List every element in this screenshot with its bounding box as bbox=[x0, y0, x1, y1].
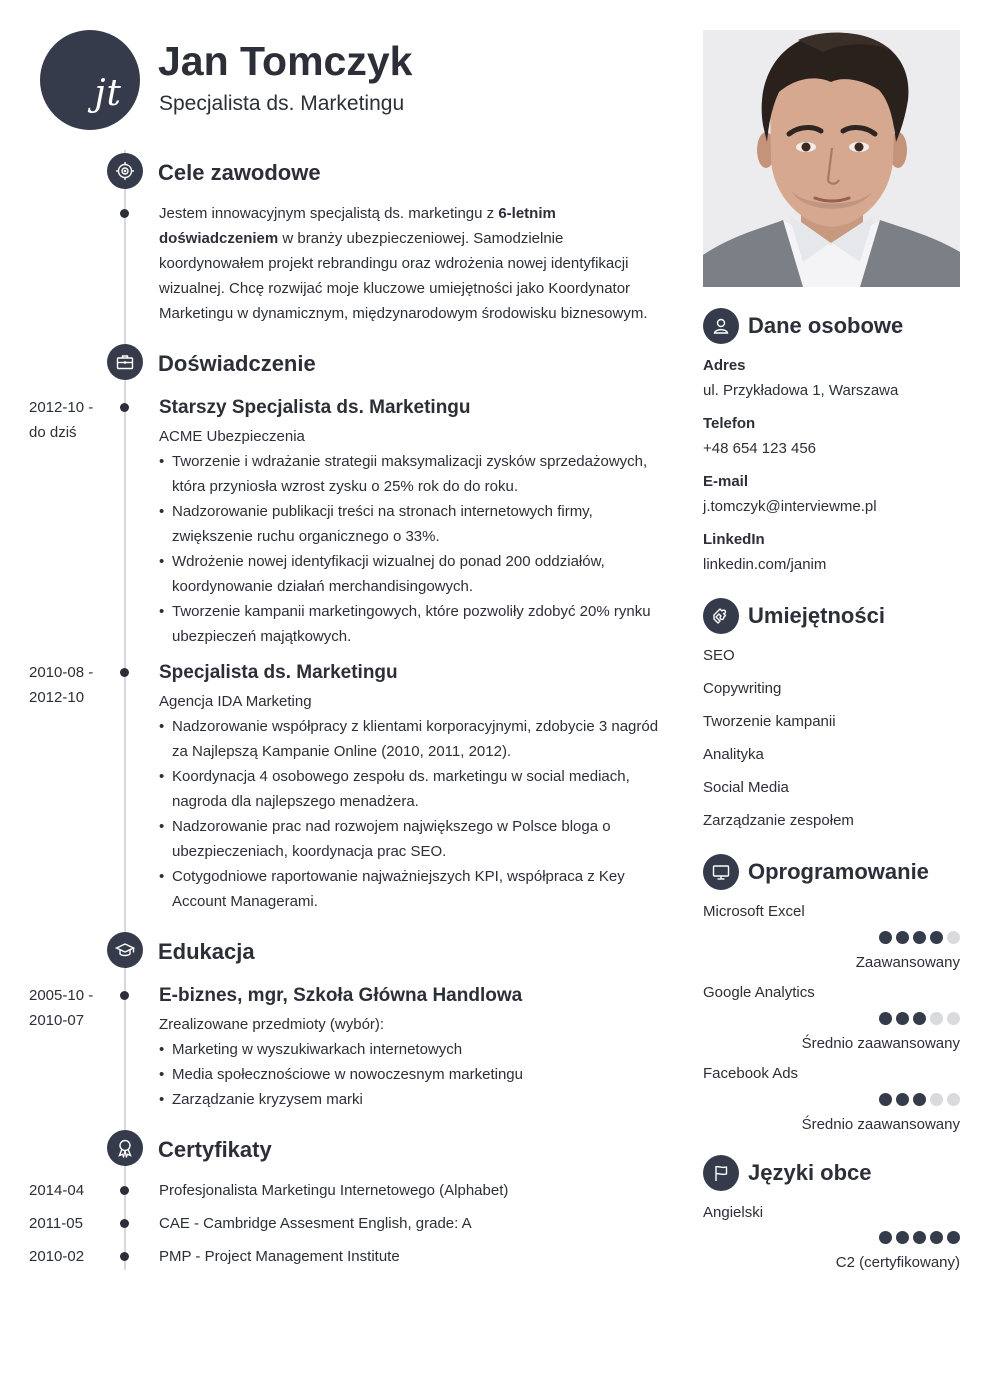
rating-dots bbox=[703, 1231, 960, 1244]
briefcase-icon bbox=[107, 344, 143, 380]
objective-text-part: Jestem innowacyjnym specjalistą ds. marketingu z bbox=[159, 205, 499, 222]
software-name: Google Analytics bbox=[703, 984, 815, 1001]
rating-label: Średnio zaawansowany bbox=[801, 1035, 960, 1052]
job-role: Specjalista ds. Marketingu bbox=[159, 662, 398, 683]
list-item: • Tworzenie i wdrażanie strategii maksymalizacji zysków sprzedażowych, która przyniosła wzrost zysku o 25% rok do do roku. bbox=[159, 449, 669, 499]
linkedin-label: LinkedIn bbox=[703, 531, 765, 548]
job-role: Starszy Specjalista ds. Marketingu bbox=[159, 397, 471, 418]
list-item: • Koordynacja 4 osobowego zespołu ds. marketingu w social mediach, nagroda dla najlepszego menadżera. bbox=[159, 764, 669, 814]
address-label: Adres bbox=[703, 357, 746, 374]
skill-item: Analityka bbox=[703, 746, 764, 763]
language-name: Angielski bbox=[703, 1204, 764, 1221]
email-label: E-mail bbox=[703, 473, 749, 490]
rating-dot-filled bbox=[879, 931, 892, 944]
rating-dot-filled bbox=[879, 1231, 892, 1244]
list-item: • Tworzenie kampanii marketingowych, które pozwoliły zdobyć 20% rynku ubezpieczeń majątkowych. bbox=[159, 599, 669, 649]
rating-dot-filled bbox=[947, 1231, 960, 1244]
language-rating bbox=[703, 1231, 960, 1273]
rating-dot-filled bbox=[913, 1231, 926, 1244]
education-bullets bbox=[159, 1037, 669, 1112]
job-company: ACME Ubezpieczenia bbox=[159, 428, 305, 445]
section-title-objective: Cele zawodowe bbox=[158, 160, 321, 185]
rating-label: C2 (certyfikowany) bbox=[835, 1254, 960, 1271]
user-icon bbox=[703, 308, 739, 344]
skill-item: Copywriting bbox=[703, 680, 782, 697]
monogram-avatar bbox=[40, 30, 140, 130]
education-entry bbox=[159, 985, 669, 1112]
timeline-line bbox=[124, 150, 126, 1270]
job-date-from: 2012-10 - bbox=[29, 399, 94, 416]
section-title-personal: Dane osobowe bbox=[748, 313, 904, 338]
job-date-from: 2010-08 - bbox=[29, 664, 94, 681]
monitor-icon bbox=[703, 854, 739, 890]
candidate-name: Jan Tomczyk bbox=[158, 38, 413, 84]
rating-dot-empty bbox=[947, 931, 960, 944]
rating-dot-empty bbox=[947, 1093, 960, 1106]
certificate-name: CAE - Cambridge Assesment English, grade: A bbox=[159, 1215, 472, 1232]
rating-dot-filled bbox=[913, 1093, 926, 1106]
skill-item: Social Media bbox=[703, 779, 789, 796]
target-icon bbox=[107, 153, 143, 189]
rating-dot-filled bbox=[913, 931, 926, 944]
objective-text-part: w branży ubezpieczeniowej. Samodzielnie koordynowałem projekt rebrandingu oraz wdrożenia nowej identyfikacji wizualnej. Chcę rozwijać moje kluczowe umiejętności jako Koordynator Marketingu w dynamicznym, międzynarodowym środowisku biznesowym. bbox=[159, 230, 648, 322]
linkedin-value: linkedin.com/janim bbox=[703, 556, 827, 573]
phone-label: Telefon bbox=[703, 415, 756, 432]
profile-photo bbox=[703, 30, 960, 287]
job-entry bbox=[159, 397, 669, 649]
list-item: • Media społecznościowe w nowoczesnym marketingu bbox=[159, 1062, 669, 1087]
rating-dot-filled bbox=[896, 1093, 909, 1106]
rating-label: Zaawansowany bbox=[855, 954, 960, 971]
certificate-date: 2014-04 bbox=[29, 1182, 85, 1199]
education-date-to: 2010-07 bbox=[29, 1012, 85, 1029]
rating-dot-filled bbox=[896, 1231, 909, 1244]
software-rating bbox=[703, 1093, 960, 1135]
rating-dot-empty bbox=[930, 1012, 943, 1025]
software-name: Facebook Ads bbox=[703, 1065, 799, 1082]
certificate-name: Profesjonalista Marketingu Internetowego (Alphabet) bbox=[159, 1182, 509, 1199]
software-rating bbox=[703, 931, 960, 973]
rating-dot-filled bbox=[879, 1012, 892, 1025]
list-item: • Cotygodniowe raportowanie najważniejszych KPI, współpraca z Key Account Managerami. bbox=[159, 864, 669, 914]
monogram-text: jt bbox=[94, 73, 122, 114]
timeline-dot bbox=[120, 1252, 129, 1261]
section-title-software: Oprogramowanie bbox=[748, 859, 929, 884]
rating-dot-filled bbox=[930, 1231, 943, 1244]
rating-dot-filled bbox=[896, 931, 909, 944]
list-item: • Nadzorowanie współpracy z klientami korporacyjnymi, zdobycie 3 nagród za Najlepszą Kampanie Online (2010, 2011, 2012). bbox=[159, 714, 669, 764]
software-name: Microsoft Excel bbox=[703, 903, 805, 920]
flag-icon bbox=[703, 1155, 739, 1191]
rating-dot-empty bbox=[930, 1093, 943, 1106]
skill-item: SEO bbox=[703, 647, 735, 664]
timeline-dot bbox=[120, 1186, 129, 1195]
rating-dot-filled bbox=[930, 931, 943, 944]
list-item: • Marketing w wyszukiwarkach internetowych bbox=[159, 1037, 669, 1062]
rating-dots bbox=[703, 1012, 960, 1025]
timeline-dot bbox=[120, 991, 129, 1000]
list-item: • Zarządzanie kryzysem marki bbox=[159, 1087, 669, 1112]
job-date-to: 2012-10 bbox=[29, 689, 85, 706]
award-icon bbox=[107, 1130, 143, 1166]
skill-item: Zarządzanie zespołem bbox=[703, 812, 854, 829]
section-title-languages: Języki obce bbox=[748, 1160, 872, 1185]
section-title-education: Edukacja bbox=[158, 939, 255, 964]
certificate-date: 2011-05 bbox=[29, 1215, 83, 1232]
timeline-dot bbox=[120, 668, 129, 677]
rating-dot-filled bbox=[913, 1012, 926, 1025]
rating-dots bbox=[703, 1093, 960, 1106]
rating-dot-empty bbox=[947, 1012, 960, 1025]
job-date bbox=[29, 660, 109, 710]
objective-text bbox=[159, 201, 664, 326]
job-entry bbox=[159, 662, 669, 914]
list-item: • Wdrożenie nowej identyfikacji wizualnej do ponad 200 oddziałów, koordynowanie działań merchandisingowych. bbox=[159, 549, 669, 599]
education-subtitle: Zrealizowane przedmioty (wybór): bbox=[159, 1016, 385, 1033]
list-item: • Nadzorowanie publikacji treści na stronach internetowych firmy, zwiększenie ruchu organicznego o 33%. bbox=[159, 499, 669, 549]
objective-text-bold: 6-letnim doświadczeniem bbox=[159, 205, 556, 247]
job-date bbox=[29, 395, 109, 445]
rating-dot-filled bbox=[896, 1012, 909, 1025]
education-date bbox=[29, 983, 109, 1033]
certificate-date: 2010-02 bbox=[29, 1248, 85, 1265]
address-value: ul. Przykładowa 1, Warszawa bbox=[703, 382, 899, 399]
graduation-cap-icon bbox=[107, 932, 143, 968]
timeline-dot bbox=[120, 209, 129, 218]
skill-item: Tworzenie kampanii bbox=[703, 713, 836, 730]
phone-value: +48 654 123 456 bbox=[703, 440, 817, 457]
rating-dots bbox=[703, 931, 960, 944]
rating-dot-filled bbox=[879, 1093, 892, 1106]
job-bullets bbox=[159, 449, 669, 649]
section-title-skills: Umiejętności bbox=[748, 603, 885, 628]
timeline-dot bbox=[120, 403, 129, 412]
job-company: Agencja IDA Marketing bbox=[159, 693, 312, 710]
job-bullets bbox=[159, 714, 669, 914]
education-degree: E-biznes, mgr, Szkoła Główna Handlowa bbox=[159, 985, 523, 1006]
candidate-title: Specjalista ds. Marketingu bbox=[159, 92, 405, 115]
timeline-dot bbox=[120, 1219, 129, 1228]
section-title-experience: Doświadczenie bbox=[158, 351, 316, 376]
section-title-certificates: Certyfikaty bbox=[158, 1137, 272, 1162]
education-date-from: 2005-10 - bbox=[29, 987, 94, 1004]
list-item: • Nadzorowanie prac nad rozwojem największego w Polsce bloga o ubezpieczeniach, koordynacja prac SEO. bbox=[159, 814, 669, 864]
email-value: j.tomczyk@interviewme.pl bbox=[703, 498, 877, 515]
rating-label: Średnio zaawansowany bbox=[801, 1116, 960, 1133]
job-date-to: do dziś bbox=[29, 424, 77, 441]
certificate-name: PMP - Project Management Institute bbox=[159, 1248, 400, 1265]
puzzle-icon bbox=[703, 598, 739, 634]
software-rating bbox=[703, 1012, 960, 1054]
